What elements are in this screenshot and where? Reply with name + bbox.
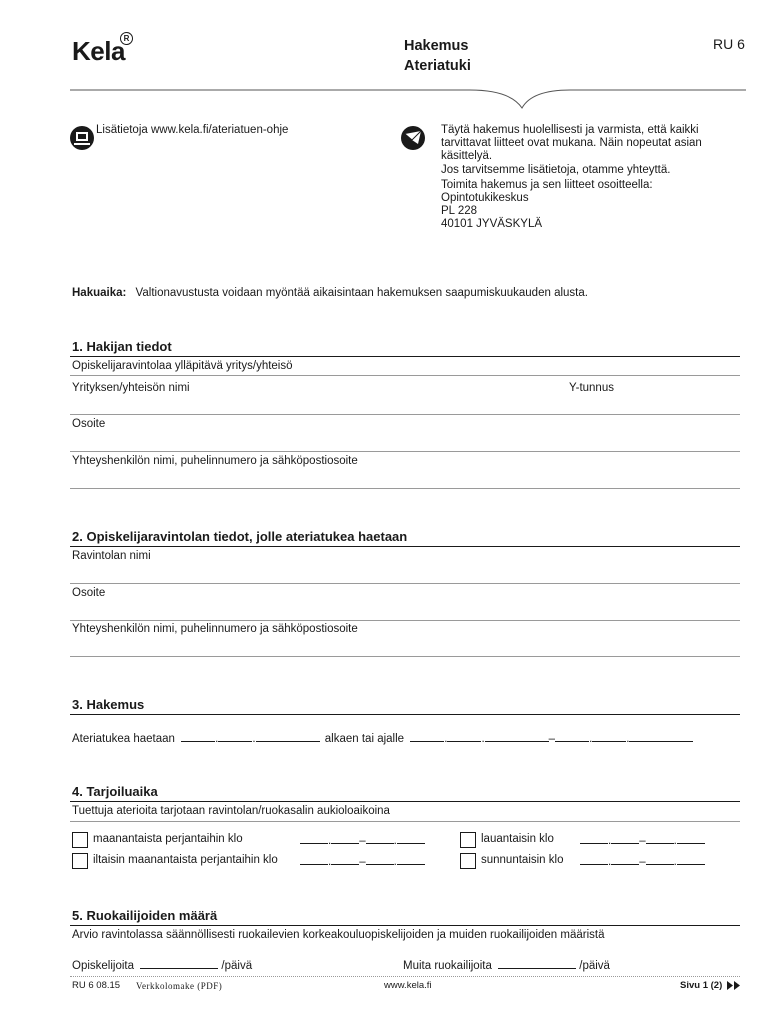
address-label: Osoite	[72, 418, 106, 430]
subtitle-rule	[70, 821, 740, 822]
section3-rule	[70, 714, 740, 715]
restaurant-address-input[interactable]	[70, 601, 740, 619]
company-name-input[interactable]	[70, 396, 560, 414]
weekday-checkbox[interactable]	[72, 832, 88, 848]
hakuaika	[72, 287, 588, 299]
section2-title: 2. Opiskelijaravintolan tiedot, jolle ateriatukea haetaan	[72, 529, 408, 544]
students-label: Opiskelijoita	[72, 960, 134, 972]
students-row	[72, 958, 252, 972]
next-page-arrows-icon[interactable]	[727, 981, 741, 990]
from-label: alkaen tai ajalle	[324, 733, 405, 745]
title-hakemus: Hakemus	[404, 38, 469, 54]
info-link[interactable]: Lisätietoja www.kela.fi/ateriatuen-ohje	[96, 124, 289, 136]
saturday-time-fields[interactable]: . – .	[580, 833, 705, 847]
date-from-month[interactable]	[218, 731, 252, 742]
restaurant-contact-label: Yhteyshenkilön nimi, puhelinnumero ja sähköpostiosoite	[72, 623, 358, 635]
section1-title: 1. Hakijan tiedot	[72, 339, 172, 354]
section5-subtitle: Arvio ravintolassa säännöllisesti ruokailevien korkeakouluopiskelijoiden ja muiden ruokailijoiden määristä	[72, 929, 605, 941]
ytunnus-label: Y-tunnus	[569, 382, 614, 394]
contact-label: Yhteyshenkilön nimi, puhelinnumero ja sähköpostiosoite	[72, 455, 358, 467]
mail-send-icon	[400, 122, 426, 154]
students-count-input[interactable]	[140, 958, 218, 969]
section4-rule	[70, 801, 740, 802]
application-period-row: Ateriatukea haetaan . . alkaen tai ajalle . . – . .	[72, 731, 693, 745]
students-per-day: /päivä	[221, 960, 253, 972]
ytunnus-input[interactable]	[567, 396, 739, 414]
sunday-checkbox[interactable]	[460, 853, 476, 869]
section4-title: 4. Tarjoiluaika	[72, 784, 158, 799]
document-title	[404, 36, 471, 76]
weekday-label: maanantaista perjantaihin klo	[93, 833, 243, 845]
instruction-line: Täytä hakemus huolellisesti ja varmista, että kaikki	[441, 124, 699, 136]
weekday-time-fields[interactable]: . – .	[300, 833, 425, 847]
instruction-line: Toimita hakemus ja sen liitteet osoitteella:	[441, 179, 653, 192]
section1-rule	[70, 356, 740, 357]
restaurant-name-input[interactable]	[70, 564, 740, 582]
field-rule	[70, 451, 740, 452]
sunday-time-fields[interactable]: . – .	[580, 854, 705, 868]
others-row	[403, 958, 610, 972]
instruction-line: käsittelyä.	[441, 149, 493, 162]
section3-title: 3. Hakemus	[72, 697, 145, 712]
saturday-label: lauantaisin klo	[481, 833, 554, 845]
address-line: 40101 JYVÄSKYLÄ	[441, 217, 543, 230]
restaurant-name-label: Ravintolan nimi	[72, 550, 151, 562]
footer-code: RU 6 08.15	[72, 980, 121, 991]
others-label: Muita ruokailijoita	[403, 960, 492, 972]
contact-input[interactable]	[70, 469, 740, 487]
section2-rule	[70, 546, 740, 547]
hakuaika-text: Valtionavustusta voidaan myöntää aikaisintaan hakemuksen saapumiskuukauden alusta.	[135, 287, 588, 299]
period-end-day[interactable]	[555, 731, 589, 742]
kela-logo: Kela	[72, 36, 125, 66]
footer-form-type: Verkkolomake (PDF)	[136, 981, 223, 991]
weekday-evening-checkbox[interactable]	[72, 853, 88, 869]
form-code: RU 6	[713, 36, 745, 52]
address-input[interactable]	[70, 432, 740, 450]
field-rule	[70, 488, 740, 489]
header-divider-notch	[70, 76, 746, 116]
field-rule	[70, 414, 740, 415]
applied-label: Ateriatukea haetaan	[72, 733, 175, 745]
computer-info-icon	[70, 122, 94, 154]
date-from-year[interactable]	[256, 731, 320, 742]
registered-mark: R	[120, 32, 133, 45]
restaurant-contact-input[interactable]	[70, 637, 740, 655]
restaurant-address-label: Osoite	[72, 587, 106, 599]
date-from-day[interactable]	[181, 731, 215, 742]
period-end-month[interactable]	[592, 731, 626, 742]
period-start-day[interactable]	[410, 731, 444, 742]
field-rule	[70, 583, 740, 584]
others-per-day: /päivä	[579, 960, 610, 972]
hakuaika-label: Hakuaika:	[72, 287, 127, 299]
saturday-checkbox[interactable]	[460, 832, 476, 848]
section5-rule	[70, 925, 740, 926]
subtitle-rule	[70, 375, 740, 376]
instruction-line: Jos tarvitsemme lisätietoja, otamme yhteyttä.	[441, 164, 671, 177]
period-start-year[interactable]	[485, 731, 549, 742]
section1-subtitle: Opiskelijaravintolaa ylläpitävä yritys/yhteisö	[72, 360, 293, 372]
instruction-line: tarvittavat liitteet ovat mukana. Näin nopeutat asian	[441, 136, 702, 149]
footer-website: www.kela.fi	[384, 980, 432, 991]
footer-rule	[70, 976, 740, 977]
section4-subtitle: Tuettuja aterioita tarjotaan ravintolan/ruokasalin aukioloaikoina	[72, 805, 390, 817]
address-line: Opintotukikeskus	[441, 191, 529, 204]
footer-page-number: Sivu 1 (2)	[680, 980, 723, 991]
section5-title: 5. Ruokailijoiden määrä	[72, 908, 218, 923]
others-count-input[interactable]	[498, 958, 576, 969]
field-rule	[70, 656, 740, 657]
address-line: PL 228	[441, 204, 478, 217]
sunday-label: sunnuntaisin klo	[481, 854, 564, 866]
period-end-year[interactable]	[629, 731, 693, 742]
company-name-label: Yrityksen/yhteisön nimi	[72, 382, 190, 394]
weekday-evening-time-fields[interactable]: . – .	[300, 854, 425, 868]
instructions-block	[441, 124, 702, 230]
field-rule	[70, 620, 740, 621]
weekday-evening-label: iltaisin maanantaista perjantaihin klo	[93, 854, 278, 866]
title-ateriatuki: Ateriatuki	[404, 58, 471, 74]
period-start-month[interactable]	[447, 731, 481, 742]
